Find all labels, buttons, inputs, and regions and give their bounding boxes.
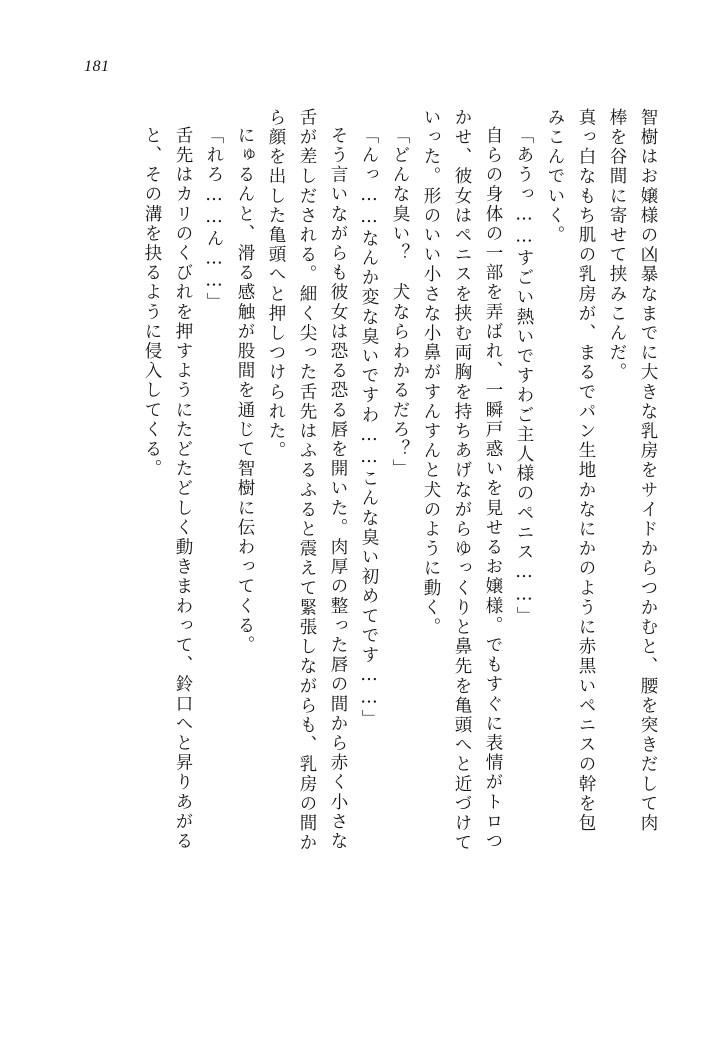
text-column: 自らの身体の一部を弄ばれ、一瞬戸惑いを見せるお嬢様。でもすぐに表情がトロつ (483, 126, 503, 852)
text-column: 「んっ……なんか変な臭いですわ……こんな臭い初めてです……」 (359, 126, 379, 729)
text-column: そう言いながらも彼女は恐る恐る唇を開いた。肉厚の整った唇の間から赤く小さな (328, 126, 348, 852)
text-column: ら顔を出した亀頭へと押しつけられた。 (266, 108, 286, 461)
text-column: かせ、彼女はペニスを挟む両胸を持ちあげながらゆっくりと鼻先を亀頭へと近づけて (452, 108, 472, 853)
page-number: 181 (84, 58, 110, 75)
text-column: 「どんな臭い？ 犬ならわかるだろ？」 (390, 126, 410, 479)
text-column: 棒を谷間に寄せて挟みこんだ。 (607, 108, 627, 383)
text-column: と、その溝を抉るように侵入してくる。 (142, 126, 162, 479)
text-column: いった。形のいい小さな小鼻がすんすんと犬のように動く。 (421, 108, 441, 638)
text-column: 「あうっ……すごい熱いですわご主人様のペニス……」 (514, 126, 534, 626)
text-column: 舌先はカリのくびれを押すようにたどたどしく動きまわって、鈴口へと昇りあがる (173, 126, 193, 852)
text-column: 「れろ……ん……」 (204, 126, 224, 313)
body-text-block (56, 108, 656, 988)
text-column: にゅるんと、滑る感触が股間を通じて智樹に伝わってくる。 (235, 126, 255, 656)
text-column: 舌が差しだされる。細く尖った舌先はふるふると震えて緊張しながらも、乳房の間か (297, 108, 317, 853)
text-column: 真っ白なもち肌の乳房が、まるでパン生地かなにかのように赤黒いペニスの幹を包 (576, 108, 596, 834)
text-column: 智樹はお嬢様の凶暴なまでに大きな乳房をサイドからつかむと、腰を突きだして肉 (638, 108, 658, 834)
text-column: みこんでいく。 (545, 108, 565, 246)
